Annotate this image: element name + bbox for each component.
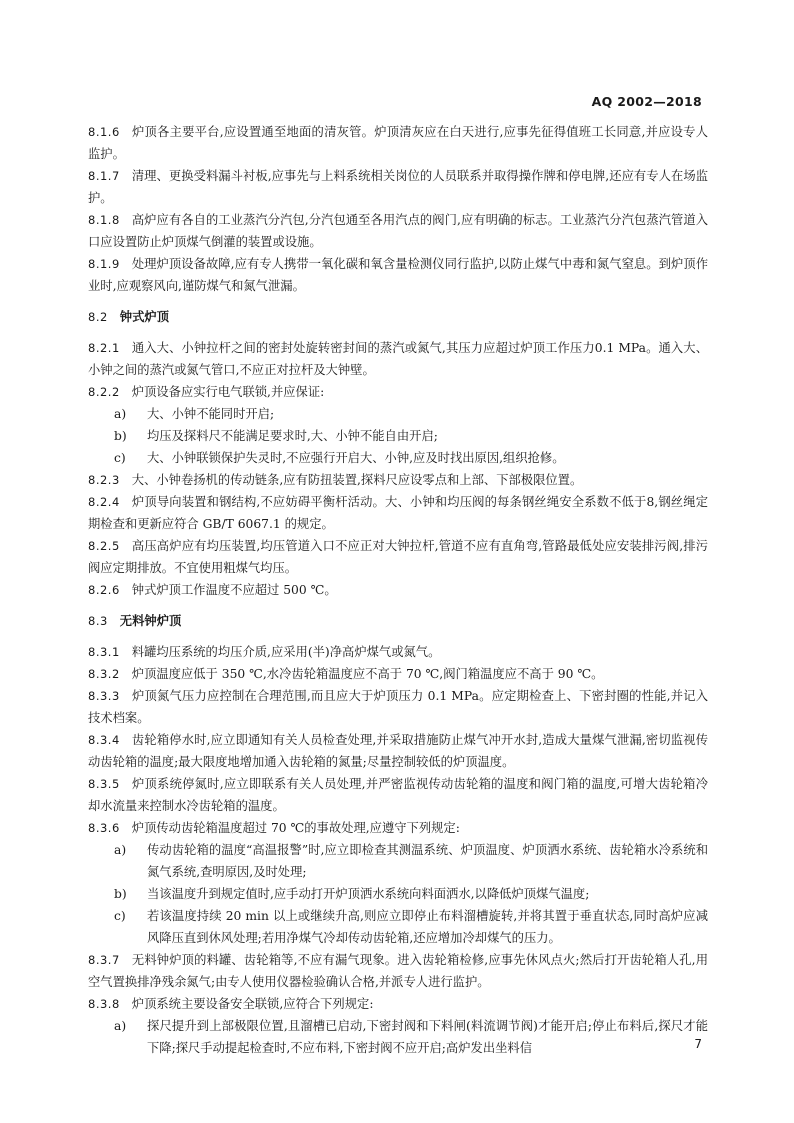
clause-number: 8.3.1: [88, 645, 120, 659]
list-item: [88, 883, 708, 905]
clause-paragraph: [88, 469, 708, 491]
clause-number: 8.3.3: [88, 689, 120, 703]
list-item-text: 若该温度持续 20 min 以上或继续升高,则应立即停止布料溜槽旋转,并将其置于垂直状态,同时高炉应减风降压直到休风处理;若用净煤气冷却传动齿轮箱,还应增加冷却煤气的压力。: [147, 909, 708, 945]
clause-paragraph: [88, 209, 708, 253]
list-item-label: a): [114, 1019, 127, 1033]
clause-text: 炉顶温度应低于 350 ℃,水冷齿轮箱温度应不高于 70 ℃,阀门箱温度应不高于 90 ℃。: [131, 667, 604, 681]
clause-number: 8.3.5: [88, 777, 120, 791]
clause-text: 炉顶氮气压力应控制在合理范围,而且应大于炉顶压力 0.1 MPa。应定期检查上、下密封圈的性能,并记入技术档案。: [88, 689, 708, 725]
clause-number: 8.3.4: [88, 733, 120, 747]
clause-text: 料罐均压系统的均压介质,应采用(半)净高炉煤气或氮气。: [131, 645, 441, 659]
clause-text: 大、小钟卷扬机的传动链条,应有防扭装置,探料尺应设零点和上部、下部极限位置。: [131, 473, 583, 487]
clause-text: 炉顶各主要平台,应设置通至地面的清灰管。炉顶清灰应在白天进行,应事先征得值班工长同意,并应设专人监护。: [88, 125, 708, 161]
clause-paragraph: [88, 729, 708, 773]
list-item-label: c): [114, 451, 126, 465]
clause-number: 8.3.6: [88, 821, 120, 835]
list-item-text: 探尺提升到上部极限位置,且溜槽已启动,下密封阀和下料闸(料流调节阀)才能开启;停止布料后,探尺才能下降;探尺手动提起检查时,不应布料,下密封阀不应开启;高炉发出坐料信: [147, 1019, 708, 1055]
clause-paragraph: [88, 337, 708, 381]
list-item-label: a): [114, 407, 127, 421]
section-number: 8.3: [88, 614, 108, 628]
clause-paragraph: [88, 121, 708, 165]
page-number: 7: [694, 1037, 702, 1051]
list-item-text: 当该温度升到规定值时,应手动打开炉顶洒水系统向料面洒水,以降低炉顶煤气温度;: [147, 887, 590, 901]
list-item: [88, 1015, 708, 1059]
clause-number: 8.1.9: [88, 257, 120, 271]
clause-text: 处理炉顶设备故障,应有专人携带一氧化碳和氧含量检测仪同行监护,以防止煤气中毒和氮气窒息。到炉顶作业时,应观察风向,谨防煤气和氮气泄漏。: [88, 257, 708, 293]
clause-text: 通入大、小钟拉杆之间的密封处旋转密封间的蒸汽或氮气,其压力应超过炉顶工作压力0.1 MPa。通入大、小钟之间的蒸汽或氮气管口,不应正对拉杆及大钟壁。: [88, 341, 708, 377]
list-item-label: b): [114, 429, 127, 443]
clause-number: 8.1.6: [88, 125, 120, 139]
clause-number: 8.3.7: [88, 953, 120, 967]
clause-paragraph: [88, 817, 708, 839]
clause-text: 高炉应有各自的工业蒸汽分汽包,分汽包通至各用汽点的阀门,应有明确的标志。工业蒸汽分汽包蒸汽管道入口应设置防止炉顶煤气倒灌的装置或设施。: [88, 213, 708, 249]
clause-text: 炉顶设备应实行电气联锁,并应保证:: [131, 385, 325, 399]
clause-text: 炉顶导向装置和钢结构,不应妨碍平衡杆活动。大、小钟和均压阀的每条钢丝绳安全系数不低于8,钢丝绳定期检查和更新应符合 GB/T 6067.1 的规定。: [88, 495, 708, 531]
clause-number: 8.1.7: [88, 169, 120, 183]
clause-paragraph: [88, 685, 708, 729]
list-item-label: a): [114, 843, 127, 857]
clause-number: 8.2.5: [88, 539, 120, 553]
list-item-text: 传动齿轮箱的温度“高温报警”时,应立即检查其测温系统、炉顶温度、炉顶洒水系统、齿轮箱水冷系统和氮气系统,查明原因,及时处理;: [147, 843, 708, 879]
clause-paragraph: [88, 663, 708, 685]
list-item: [88, 403, 708, 425]
clause-paragraph: [88, 253, 708, 297]
section-title: 无料钟炉顶: [119, 614, 182, 628]
clause-number: 8.3.8: [88, 997, 120, 1011]
list-item-text: 均压及探料尺不能满足要求时,大、小钟不能自由开启;: [147, 429, 438, 443]
clause-paragraph: [88, 949, 708, 993]
clause-text: 高压高炉应有均压装置,均压管道入口不应正对大钟拉杆,管道不应有直角弯,管路最低处应安装排污阀,排污阀应定期排放。不宜使用粗煤气均压。: [88, 539, 708, 575]
list-item: [88, 425, 708, 447]
clause-number: 8.2.2: [88, 385, 120, 399]
standard-number: AQ 2002—2018: [591, 94, 702, 109]
clause-paragraph: [88, 773, 708, 817]
list-item: [88, 905, 708, 949]
section-heading: [88, 610, 708, 632]
clause-text: 炉顶系统主要设备安全联锁,应符合下列规定:: [131, 997, 374, 1011]
clause-text: 清理、更换受料漏斗衬板,应事先与上料系统相关岗位的人员联系并取得操作牌和停电牌,还应有专人在场监护。: [88, 169, 708, 205]
clause-text: 无料钟炉顶的料罐、齿轮箱等,不应有漏气现象。进入齿轮箱检修,应事先休风点火;然后打开齿轮箱人孔,用空气置换排净残余氮气;由专人使用仪器检验确认合格,并派专人进行监护。: [88, 953, 708, 989]
clause-paragraph: [88, 491, 708, 535]
clause-text: 炉顶系统停氮时,应立即联系有关人员处理,并严密监视传动齿轮箱的温度和阀门箱的温度,可增大齿轮箱冷却水流量来控制水冷齿轮箱的温度。: [88, 777, 708, 813]
clause-number: 8.3.2: [88, 667, 120, 681]
clause-paragraph: [88, 579, 708, 601]
clause-paragraph: [88, 993, 708, 1015]
clause-text: 齿轮箱停水时,应立即通知有关人员检查处理,并采取措施防止煤气冲开水封,造成大量煤气泄漏,密切监视传动齿轮箱的温度;最大限度地增加通入齿轮箱的氮量;尽量控制较低的炉顶温度。: [88, 733, 708, 769]
clause-number: 8.2.1: [88, 341, 120, 355]
clause-number: 8.2.6: [88, 583, 120, 597]
clause-paragraph: [88, 641, 708, 663]
clause-number: 8.2.3: [88, 473, 120, 487]
clause-paragraph: [88, 381, 708, 403]
section-number: 8.2: [88, 310, 108, 324]
clause-paragraph: [88, 535, 708, 579]
section-heading: [88, 306, 708, 328]
list-item-label: b): [114, 887, 127, 901]
list-item: [88, 839, 708, 883]
list-item-label: c): [114, 909, 126, 923]
clause-number: 8.2.4: [88, 495, 120, 509]
list-item-text: 大、小钟不能同时开启;: [147, 407, 275, 421]
section-title: 钟式炉顶: [119, 310, 169, 324]
clause-text: 炉顶传动齿轮箱温度超过 70 ℃的事故处理,应遵守下列规定:: [131, 821, 460, 835]
list-item-text: 大、小钟联锁保护失灵时,不应强行开启大、小钟,应及时找出原因,组织抢修。: [147, 451, 565, 465]
clause-number: 8.1.8: [88, 213, 120, 227]
clause-text: 钟式炉顶工作温度不应超过 500 ℃。: [131, 583, 337, 597]
document-body: [88, 121, 708, 1059]
clause-paragraph: [88, 165, 708, 209]
list-item: [88, 447, 708, 469]
